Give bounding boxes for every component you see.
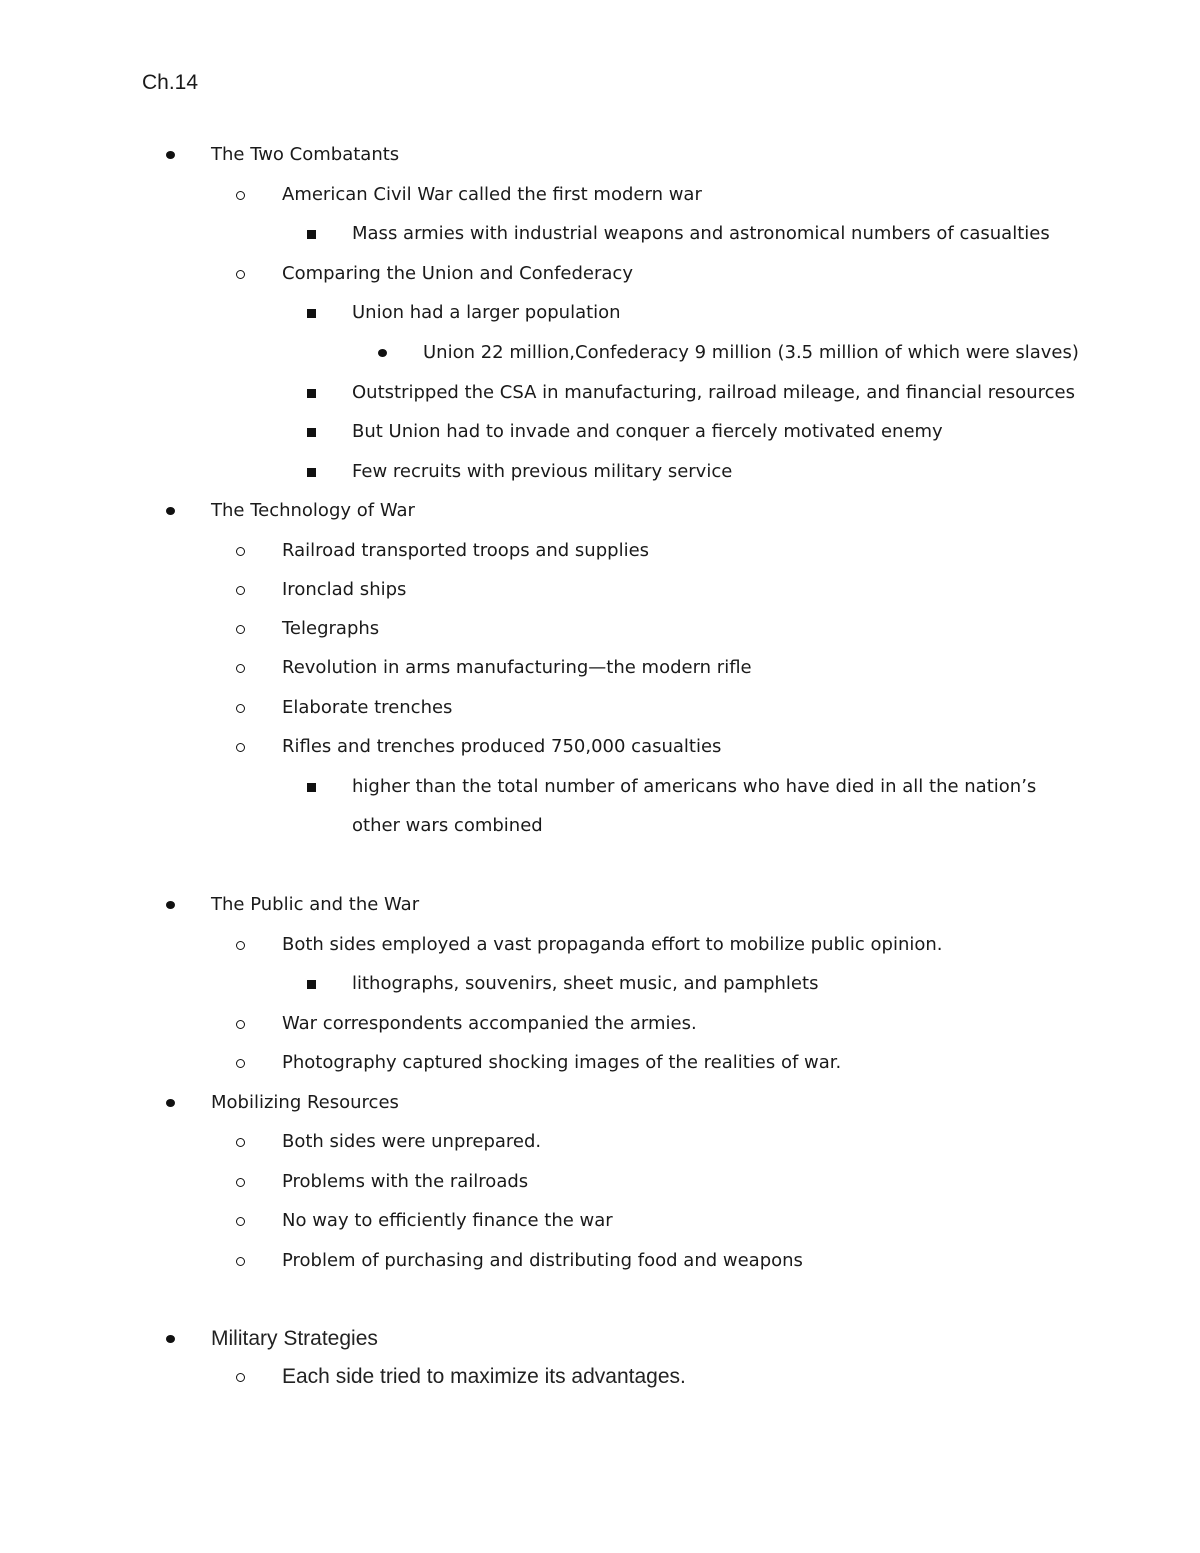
list-item: [0, 537, 1200, 565]
list-item-text: War correspondents accompanied the armies.: [282, 1013, 697, 1034]
list-item: [0, 220, 1200, 248]
list-item: [0, 1168, 1200, 1196]
list-item: [0, 1325, 1200, 1353]
circle-bullet-icon: [236, 1059, 245, 1068]
list-item: [0, 970, 1200, 998]
list-item-text: Both sides were unprepared.: [282, 1131, 542, 1152]
square-bullet-icon: [307, 980, 316, 989]
list-item: [0, 339, 1200, 367]
list-item: [0, 379, 1200, 407]
square-bullet-icon: [307, 468, 316, 477]
list-item-text: American Civil War called the first modern war: [282, 184, 702, 205]
list-item: [0, 733, 1200, 761]
circle-bullet-icon: [236, 270, 245, 279]
circle-bullet-icon: [236, 625, 245, 634]
square-bullet-icon: [307, 230, 316, 239]
list-item-text: Problems with the railroads: [282, 1171, 529, 1192]
disc-bullet-icon: [166, 901, 175, 909]
list-item: [0, 1089, 1200, 1117]
page-title: Ch.14: [142, 71, 199, 94]
list-item-text: The Two Combatants: [211, 144, 400, 165]
list-item-text: No way to efficiently finance the war: [282, 1210, 613, 1231]
list-item: [0, 654, 1200, 682]
circle-bullet-icon: [236, 704, 245, 713]
list-item-text: Mass armies with industrial weapons and astronomical numbers of casualties: [352, 223, 1050, 244]
list-item: [0, 773, 1200, 801]
disc-bullet-icon: [166, 1335, 175, 1343]
list-item: [0, 812, 1200, 840]
list-item-text: lithographs, souvenirs, sheet music, and pamphlets: [352, 973, 819, 994]
circle-bullet-icon: [236, 743, 245, 752]
circle-bullet-icon: [236, 941, 245, 950]
list-item-text: But Union had to invade and conquer a fiercely motivated enemy: [352, 421, 943, 442]
square-bullet-icon: [307, 783, 316, 792]
list-item-text: Union had a larger population: [352, 302, 621, 323]
list-item-text: higher than the total number of americans who have died in all the nation’s: [352, 776, 1037, 797]
list-item-text: Photography captured shocking images of the realities of war.: [282, 1052, 842, 1073]
list-item-text: Few recruits with previous military service: [352, 461, 733, 482]
list-item: [0, 1128, 1200, 1156]
list-item-text: The Technology of War: [211, 500, 415, 521]
list-item-text: other wars combined: [352, 815, 543, 836]
list-item-text: Ironclad ships: [282, 579, 407, 600]
disc-bullet-icon: [166, 507, 175, 515]
list-item: [0, 1010, 1200, 1038]
circle-bullet-icon: [236, 664, 245, 673]
list-item-text: Union 22 million,Confederacy 9 million (3.5 million of which were slaves): [423, 342, 1079, 363]
square-bullet-icon: [307, 428, 316, 437]
list-item: [0, 1207, 1200, 1235]
circle-bullet-icon: [236, 1178, 245, 1187]
list-item: [0, 694, 1200, 722]
list-item-text: Railroad transported troops and supplies: [282, 540, 650, 561]
list-item-text: Each side tried to maximize its advantages.: [282, 1365, 686, 1388]
disc-bullet-icon: [166, 151, 175, 159]
list-item: [0, 181, 1200, 209]
list-item-text: Elaborate trenches: [282, 697, 453, 718]
list-item: [0, 1247, 1200, 1275]
disc-bullet-icon: [166, 1099, 175, 1107]
list-item-text: Telegraphs: [282, 618, 380, 639]
list-item-text: The Public and the War: [211, 894, 420, 915]
list-item: [0, 497, 1200, 525]
list-item-text: Outstripped the CSA in manufacturing, railroad mileage, and financial resources: [352, 382, 1075, 403]
list-item-text: Problem of purchasing and distributing food and weapons: [282, 1250, 803, 1271]
list-item: [0, 458, 1200, 486]
list-item-text: Mobilizing Resources: [211, 1092, 399, 1113]
circle-bullet-icon: [236, 1217, 245, 1226]
circle-bullet-icon: [236, 1373, 245, 1382]
circle-bullet-icon: [236, 547, 245, 556]
list-item: [0, 260, 1200, 288]
disc-bullet-icon: [378, 349, 387, 357]
circle-bullet-icon: [236, 1138, 245, 1147]
list-item: [0, 418, 1200, 446]
circle-bullet-icon: [236, 1020, 245, 1029]
list-item-text: Comparing the Union and Confederacy: [282, 263, 633, 284]
list-item-text: Both sides employed a vast propaganda effort to mobilize public opinion.: [282, 934, 943, 955]
circle-bullet-icon: [236, 586, 245, 595]
list-item: [0, 141, 1200, 169]
square-bullet-icon: [307, 309, 316, 318]
circle-bullet-icon: [236, 191, 245, 200]
list-item: [0, 891, 1200, 919]
list-item-text: Revolution in arms manufacturing—the modern rifle: [282, 657, 752, 678]
list-item: [0, 931, 1200, 959]
circle-bullet-icon: [236, 1257, 245, 1266]
list-item: [0, 1049, 1200, 1077]
list-item: [0, 576, 1200, 604]
square-bullet-icon: [307, 389, 316, 398]
list-item: [0, 299, 1200, 327]
list-item-text: Rifles and trenches produced 750,000 casualties: [282, 736, 722, 757]
list-item-text: Military Strategies: [211, 1327, 378, 1350]
list-item: [0, 1363, 1200, 1391]
list-item: [0, 615, 1200, 643]
